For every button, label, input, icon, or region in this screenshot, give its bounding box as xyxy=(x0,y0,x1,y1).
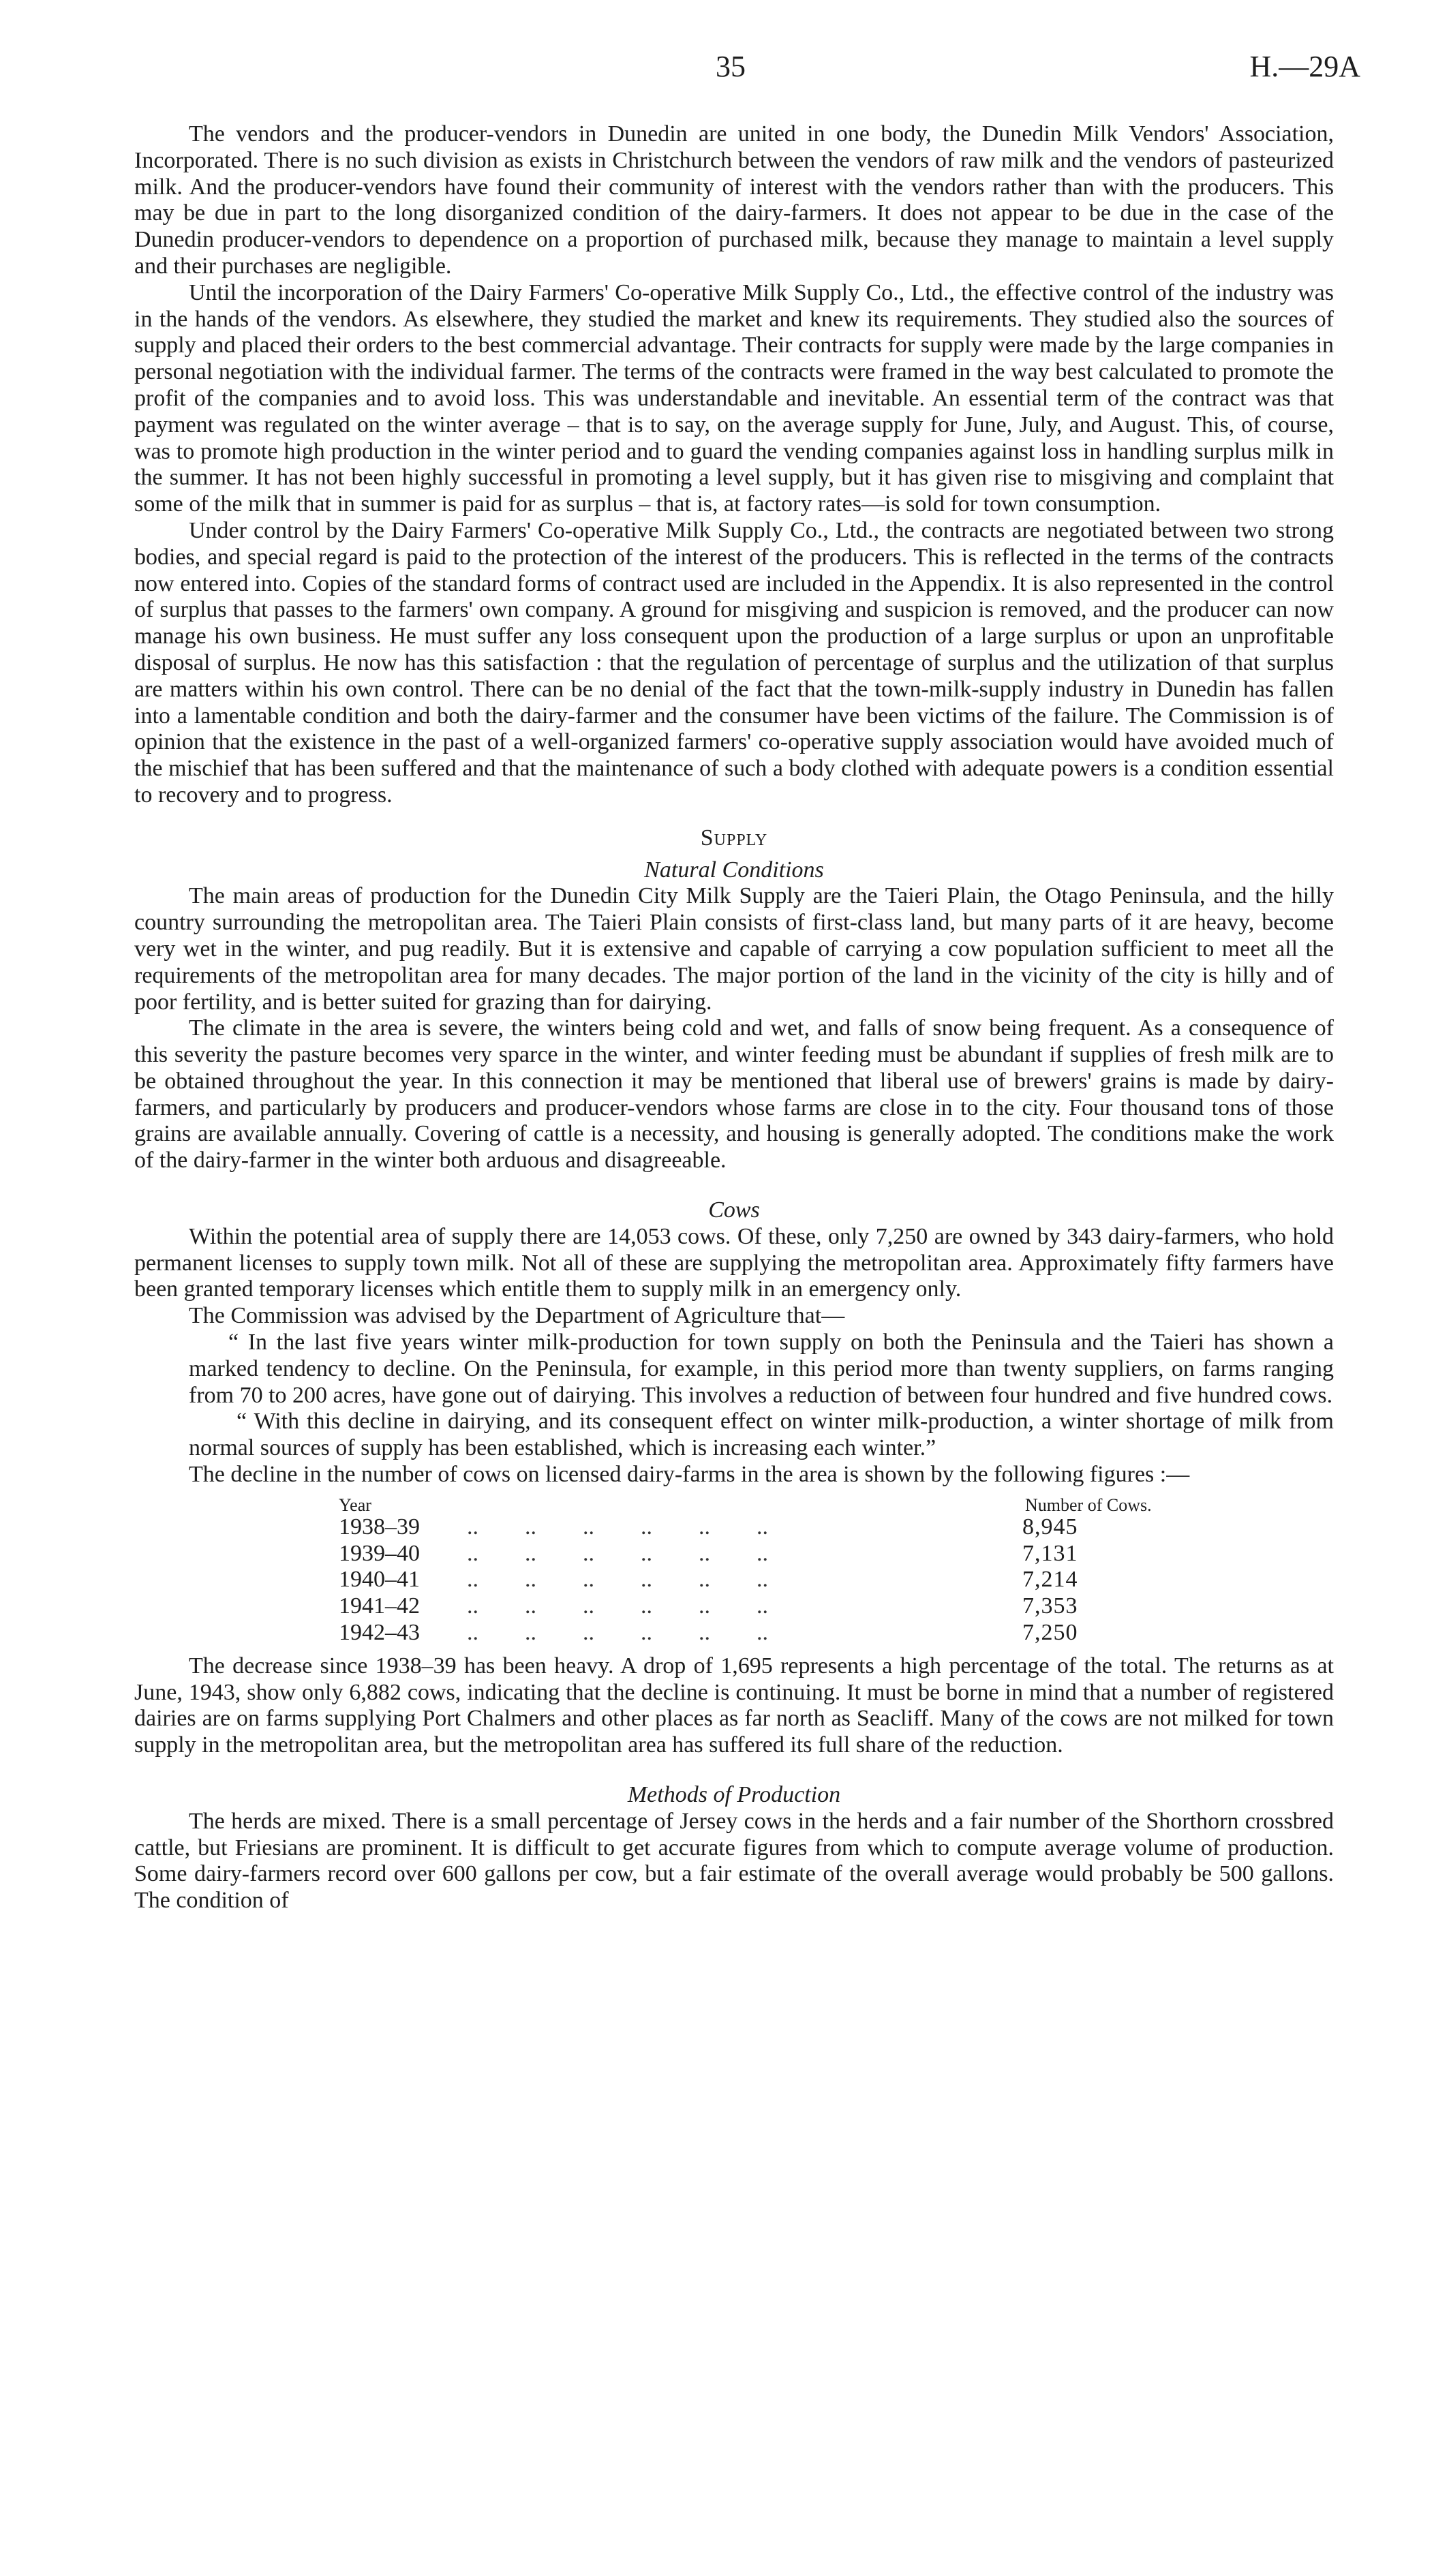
subheading-methods-of-production: Methods of Production xyxy=(627,1782,841,1808)
table-intro: The decline in the number of cows on licensed dairy-farms in the area is shown by the following figures :— xyxy=(189,1462,1190,1488)
document-reference: H.—29A xyxy=(1249,50,1360,83)
section-heading-supply: Supply xyxy=(700,825,768,850)
row-year: 1942–43 xyxy=(339,1620,420,1646)
quoted-statement xyxy=(134,1330,1334,1462)
body-text xyxy=(134,121,1334,1914)
table-row xyxy=(134,1620,1334,1646)
table-row xyxy=(134,1593,1334,1620)
page-header xyxy=(0,49,1449,90)
column-header-cows: Number of Cows. xyxy=(1025,1494,1152,1515)
paragraph: Within the potential area of supply there are 14,053 cows. Of these, only 7,250 are owned by 343 dairy-farmers, who hold permanent licenses to supply town milk. Not all of these are supplying the metropolitan area. Approximately fifty farmers have been granted temporary licenses which entitle them to supply milk in an emergency only. xyxy=(134,1223,1334,1302)
table-row xyxy=(134,1514,1334,1541)
quote-paragraph: “ In the last five years winter milk-production for town supply on both the Peninsula and the Taieri has shown a marked tendency to decline. On the Peninsula, for example, in this period more than twenty suppliers, on farms ranging from 70 to 200 acres, have gone out of dairying. This involves a reduction of between four hundred and five hundred cows. xyxy=(189,1330,1334,1408)
row-cows: 8,945 xyxy=(1022,1514,1078,1539)
paragraph: The herds are mixed. There is a small percentage of Jersey cows in the herds and a fair number of the Shorthorn crossbred cattle, but Friesians are prominent. It is difficult to get accurate figures from which to compute average volume of production. Some dairy-farmers record over 600 gallons per cow, but a fair estimate of the overall average would probably be 500 gallons. The condition of xyxy=(134,1808,1334,1914)
subheading-cows: Cows xyxy=(708,1197,760,1223)
page-number: 35 xyxy=(716,50,746,83)
row-year: 1938–39 xyxy=(339,1514,420,1539)
dot-leader: .. .. .. .. .. .. xyxy=(467,1540,768,1566)
row-cows: 7,353 xyxy=(1022,1593,1078,1619)
dot-leader: .. .. .. .. .. .. xyxy=(467,1567,768,1593)
row-cows: 7,131 xyxy=(1022,1540,1078,1566)
paragraph: The decrease since 1938–39 has been heavy. A drop of 1,695 represents a high percentage of the total. The returns as at June, 1943, show only 6,882 cows, indicating that the decline is continuing. It must be borne in mind that a number of registered dairies are on farms supplying Port Chalmers and other places as far north as Seacliff. Many of the cows are not milked for town supply in the metropolitan area, but the metropolitan area has suffered its full share of the reduction. xyxy=(134,1653,1334,1758)
paragraph: The main areas of production for the Dunedin City Milk Supply are the Taieri Plain, the Otago Peninsula, and the hilly country surrounding the metropolitan area. The Taieri Plain consists of first-class land, but many parts of it are heavy, become very wet in the winter, and pug readily. But it is extensive and capable of carrying a cow population sufficient to meet all the requirements of the metropolitan area for many decades. The major portion of the land in the vicinity of the city is hilly and of poor fertility, and is better suited for grazing than for dairying. xyxy=(134,883,1334,1015)
paragraph: The climate in the area is severe, the winters being cold and wet, and falls of snow being frequent. As a consequence of this severity the pasture becomes very sparce in the winter, and winter feeding must be abundant if supplies of fresh milk are to be obtained throughout the year. In this connection it may be mentioned that liberal use of brewers' grains is made by dairy-farmers, and particularly by producers and producer-vendors whose farms are close in to the city. Four thousand tons of those grains are available annually. Covering of cattle is a necessity, and housing is generally adopted. The conditions make the work of the dairy-farmer in the winter both arduous and disagreeable. xyxy=(134,1015,1334,1174)
dot-leader: .. .. .. .. .. .. xyxy=(467,1620,768,1646)
column-header-year: Year xyxy=(339,1494,371,1515)
cow-numbers-table xyxy=(134,1488,1334,1646)
row-year: 1940–41 xyxy=(339,1567,420,1593)
paragraph: Under control by the Dairy Farmers' Co-operative Milk Supply Co., Ltd., the contracts are negotiated between two strong bodies, and special regard is paid to the protection of the interest of the producers. This is reflected in the terms of the contracts now entered into. Copies of the standard forms of contract used are included in the Appendix. It is also represented in the control of surplus that passes to the farmers' own company. A ground for misgiving and suspicion is removed, and the producer can now manage his own business. He must suffer any loss consequent upon the production of a large surplus or upon an unprofitable disposal of surplus. He now has this satisfaction : that the regulation of percentage of surplus and the utilization of that surplus are matters within his own control. There can be no denial of the fact that the town-milk-supply industry in Dunedin has fallen into a lamentable condition and both the dairy-farmer and the consumer have been victims of the failure. The Commission is of opinion that the existence in the past of a well-organized farmers' co-operative supply association would have avoided much of the mischief that has been suffered and that the maintenance of such a body clothed with adequate powers is a condition essential to recovery and to progress. xyxy=(134,517,1334,808)
paragraph: The vendors and the producer-vendors in Dunedin are united in one body, the Dunedin Milk Vendors' Association, Incorporated. There is no such division as exists in Christchurch between the vendors of raw milk and the vendors of pasteurized milk. And the producer-vendors have found their community of interest with the vendors rather than with the producers. This may be due in part to the long disorganized condition of the dairy-farmers. It does not appear to be due in the case of the Dunedin producer-vendors to dependence on a proportion of purchased milk, because they manage to maintain a level supply and their purchases are negligible. xyxy=(134,121,1334,279)
table-header xyxy=(134,1488,1334,1514)
table-row xyxy=(134,1541,1334,1567)
row-cows: 7,214 xyxy=(1022,1567,1078,1593)
row-year: 1941–42 xyxy=(339,1593,420,1619)
subheading-natural-conditions: Natural Conditions xyxy=(644,857,824,883)
quote-paragraph: “ With this decline in dairying, and its consequent effect on winter milk-production, a winter shortage of milk from normal sources of supply has been established, which is increasing each winter.” xyxy=(189,1409,1334,1461)
paragraph: Until the incorporation of the Dairy Farmers' Co-operative Milk Supply Co., Ltd., the effective control of the industry was in the hands of the vendors. As elsewhere, they studied the market and knew its requirements. They studied also the sources of supply and placed their orders to the best commercial advantage. Their contracts for supply were made by the large companies in personal negotiation with the individual farmer. The terms of the contracts were framed in the way best calculated to promote the profit of the companies and to avoid loss. This was understandable and inevitable. An essential term of the contract was that payment was regulated on the winter average – that is to say, on the average supply for June, July, and August. This, of course, was to promote high production in the winter period and to guard the vending companies against loss in handling surplus milk in the summer. It has not been highly successful in promoting a level supply, but it has given rise to misgiving and complaint that some of the milk that in summer is paid for as surplus – that is, at factory rates—is sold for town consumption. xyxy=(134,279,1334,517)
dot-leader: .. .. .. .. .. .. xyxy=(467,1593,768,1619)
dot-leader: .. .. .. .. .. .. xyxy=(467,1514,768,1539)
table-row xyxy=(134,1567,1334,1593)
paragraph: The Commission was advised by the Department of Agriculture that— xyxy=(189,1303,845,1329)
row-cows: 7,250 xyxy=(1022,1620,1078,1646)
row-year: 1939–40 xyxy=(339,1540,420,1566)
